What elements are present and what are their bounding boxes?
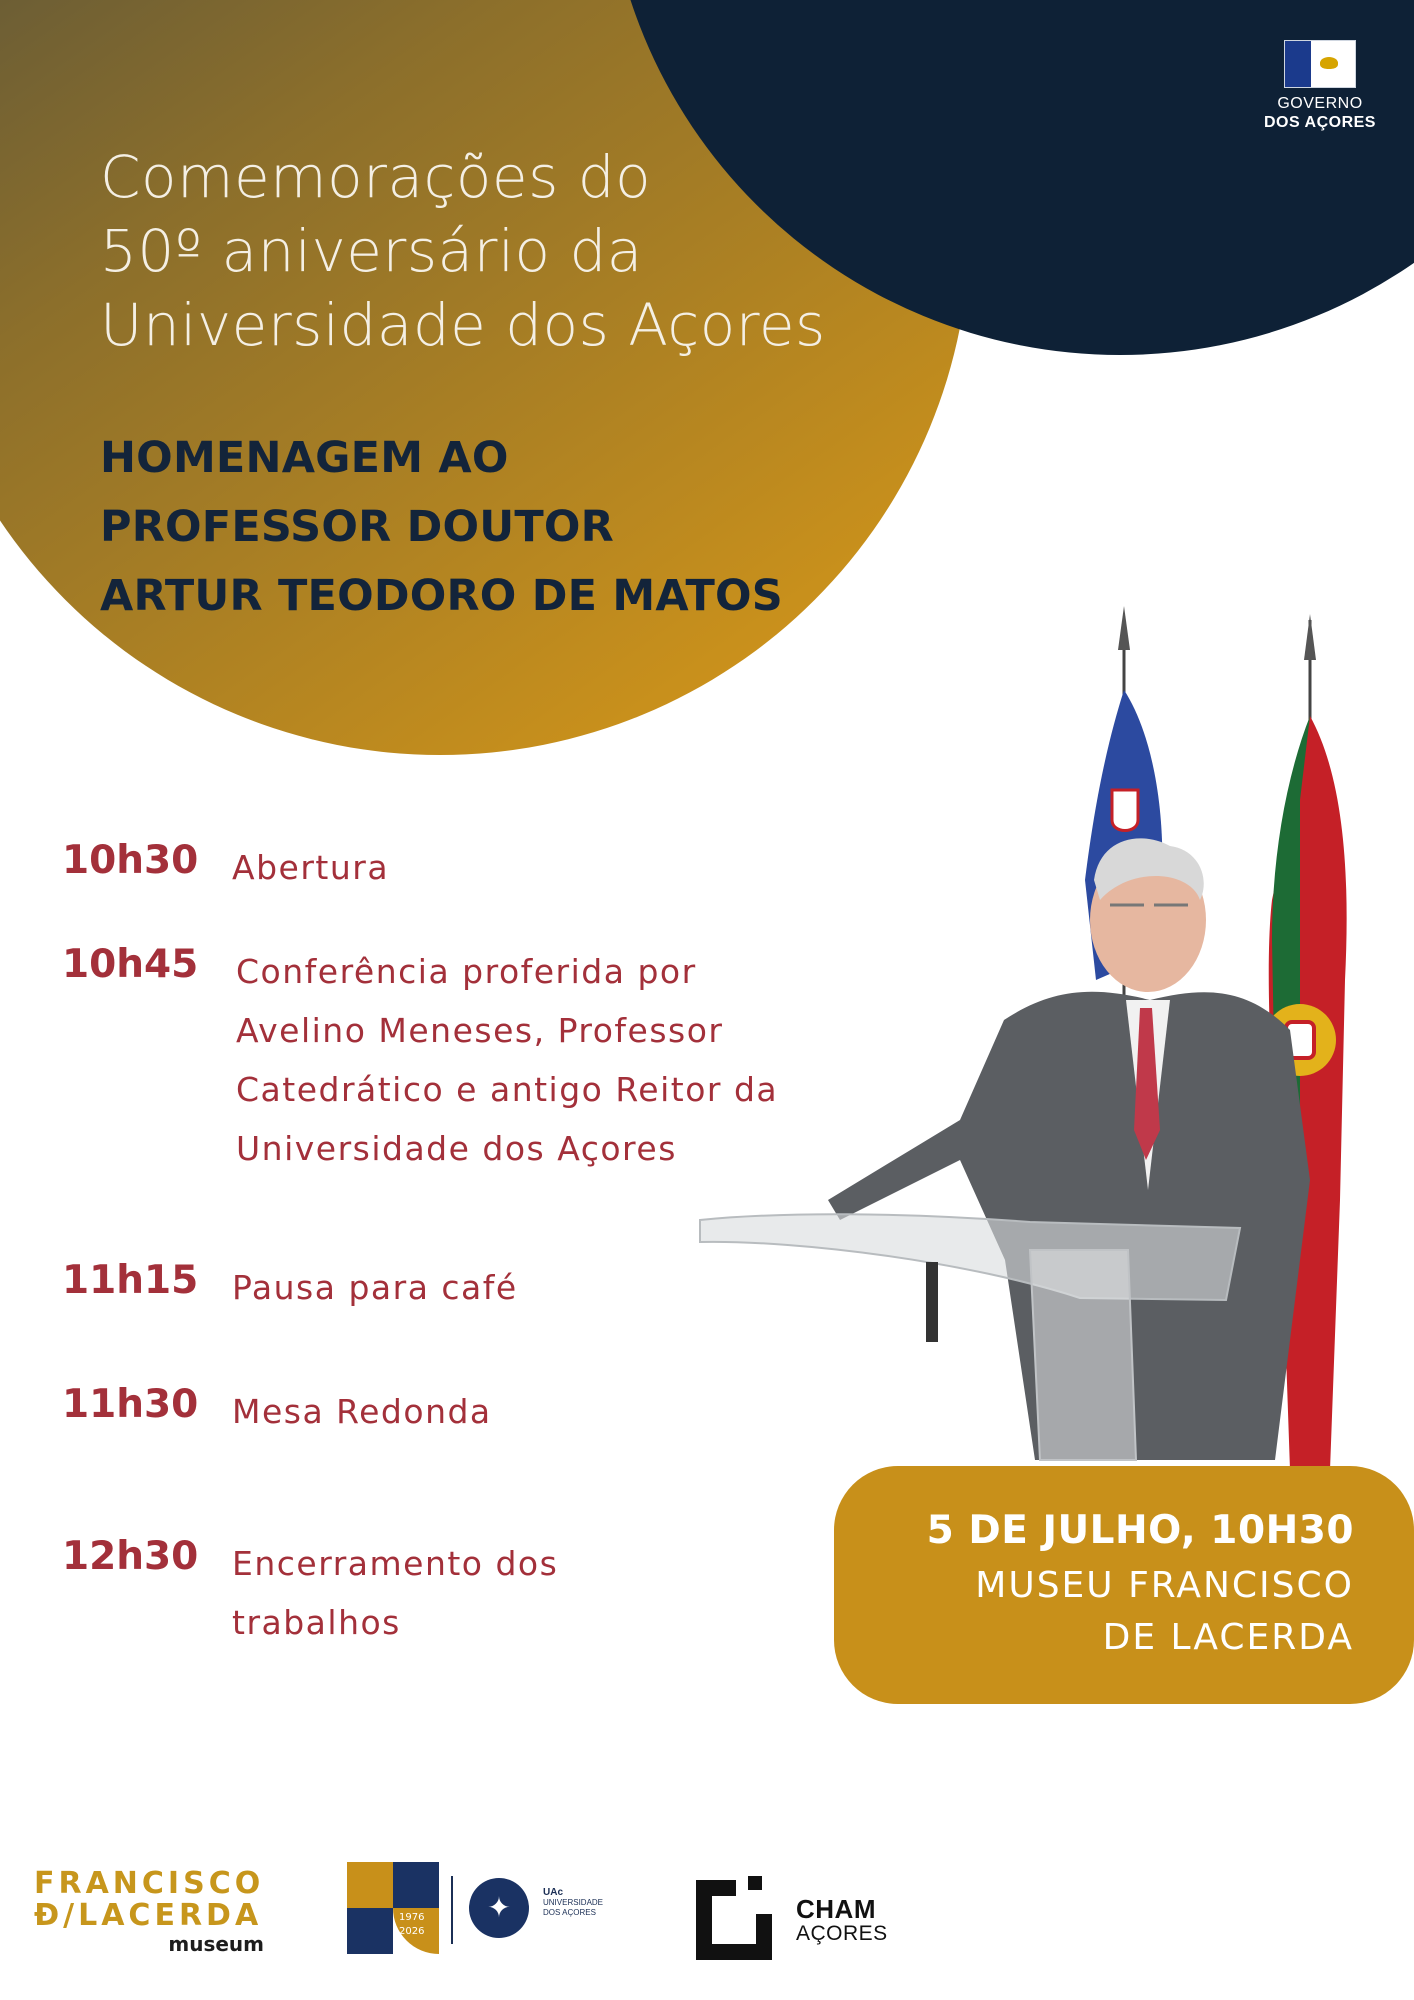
agenda-description: Encerramento dos trabalhos	[232, 1544, 559, 1642]
venue-line: DE LACERDA	[1102, 1617, 1354, 1658]
agenda-time: 11h30	[62, 1382, 199, 1427]
cham-mark-icon	[696, 1876, 786, 1960]
event-date: 5 DE JULHO, 10H30	[926, 1508, 1354, 1553]
governo-dos-acores-logo	[1255, 40, 1385, 132]
subtitle-line: HOMENAGEM AO	[100, 433, 509, 483]
agenda-time: 10h30	[62, 838, 199, 883]
title-line: Universidade dos Açores	[100, 291, 826, 359]
agenda-time: 10h45	[62, 942, 199, 987]
uac-logos	[345, 1858, 625, 1958]
uac-seal-icon: ✦	[469, 1878, 529, 1938]
venue-line: MUSEU FRANCISCO	[975, 1565, 1354, 1606]
uac-50-years-emblem	[347, 1862, 439, 1954]
francisco-lacerda-museum-logo: FRANCISCO Đ/LACERDA museum	[34, 1866, 265, 1956]
logo-divider	[451, 1876, 453, 1944]
date-location-box	[834, 1466, 1414, 1704]
agenda-description: Conferência proferida por Avelino Meneses, Professor Catedrático e antigo Reitor da Universidade dos Açores	[236, 952, 779, 1168]
svg-text:1976: 1976	[399, 1912, 425, 1923]
agenda-description: Pausa para café	[232, 1268, 518, 1307]
title-line: Comemorações do	[100, 143, 652, 211]
uac-name: UAc UNIVERSIDADE DOS AÇORES	[543, 1887, 604, 1917]
cham-acores-logo: CHAM AÇORES	[696, 1876, 906, 1960]
subtitle-line: ARTUR TEODORO DE MATOS	[100, 571, 783, 621]
title-line: 50º aniversário da	[100, 217, 643, 285]
agenda-description: Mesa Redonda	[232, 1392, 492, 1431]
event-title	[100, 140, 920, 362]
svg-text:2026: 2026	[399, 1926, 425, 1937]
subtitle-line: PROFESSOR DOUTOR	[100, 502, 614, 552]
governo-dos-acores-text: GOVERNO DOS AÇORES	[1264, 95, 1376, 131]
agenda-time: 12h30	[62, 1534, 199, 1579]
event-subtitle	[100, 424, 800, 631]
agenda-description: Abertura	[232, 848, 390, 887]
agenda-time: 11h15	[62, 1258, 199, 1303]
azores-flag-icon	[1284, 40, 1356, 88]
